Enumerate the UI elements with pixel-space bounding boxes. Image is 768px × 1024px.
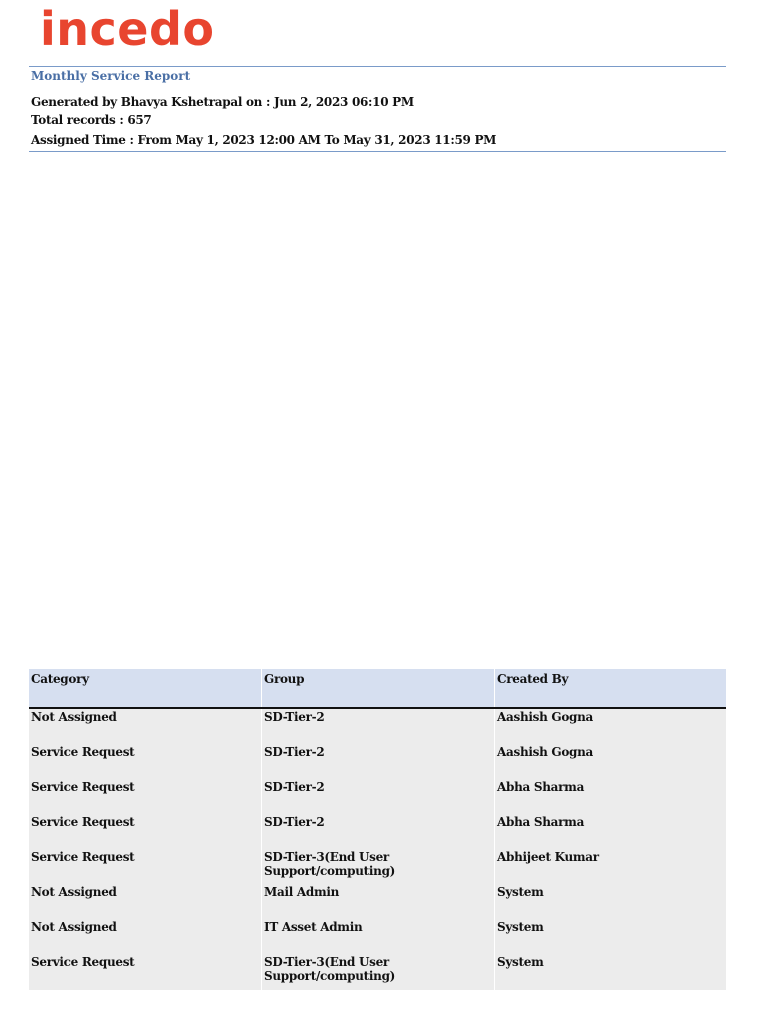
cell-group: SD-Tier-2 xyxy=(262,814,494,849)
cell-created-by: Aashish Gogna xyxy=(495,709,726,744)
cell-created-by: Abha Sharma xyxy=(495,779,726,814)
cell-group: IT Asset Admin xyxy=(262,919,494,954)
incedo-logo: incedo xyxy=(40,2,215,56)
cell-group: SD-Tier-2 xyxy=(262,779,494,814)
cell-category: Not Assigned xyxy=(29,884,261,919)
cell-created-by: Abha Sharma xyxy=(495,814,726,849)
report-title: Monthly Service Report xyxy=(31,69,191,83)
cell-category: Service Request xyxy=(29,954,261,990)
total-records-line: Total records : 657 xyxy=(31,113,152,127)
cell-group: SD-Tier-2 xyxy=(262,709,494,744)
cell-group: SD-Tier-3(End User Support/computing) xyxy=(262,849,494,884)
table-row xyxy=(29,849,726,884)
cell-category: Service Request xyxy=(29,779,261,814)
cell-created-by: System xyxy=(495,884,726,919)
cell-created-by: Abhijeet Kumar xyxy=(495,849,726,884)
column-header-group: Group xyxy=(262,669,494,707)
table-row xyxy=(29,709,726,744)
table-header-row xyxy=(29,669,726,709)
cell-category: Service Request xyxy=(29,744,261,779)
cell-category: Service Request xyxy=(29,814,261,849)
generated-by-line: Generated by Bhavya Kshetrapal on : Jun 2, 2023 06:10 PM xyxy=(31,95,414,109)
cell-group: SD-Tier-3(End User Support/computing) xyxy=(262,954,494,990)
header-divider-bottom xyxy=(29,151,726,152)
table-body xyxy=(29,709,726,990)
table-row xyxy=(29,954,726,990)
table-row xyxy=(29,779,726,814)
header-divider-top xyxy=(29,66,726,67)
cell-category: Not Assigned xyxy=(29,709,261,744)
cell-category: Not Assigned xyxy=(29,919,261,954)
cell-created-by: System xyxy=(495,954,726,990)
column-header-created-by: Created By xyxy=(495,669,726,707)
table-row xyxy=(29,814,726,849)
assigned-time-line: Assigned Time : From May 1, 2023 12:00 AM To May 31, 2023 11:59 PM xyxy=(31,133,497,147)
table-row xyxy=(29,744,726,779)
cell-created-by: System xyxy=(495,919,726,954)
cell-group: Mail Admin xyxy=(262,884,494,919)
service-report-table xyxy=(29,669,726,990)
table-row xyxy=(29,919,726,954)
cell-created-by: Aashish Gogna xyxy=(495,744,726,779)
cell-category: Service Request xyxy=(29,849,261,884)
table-row xyxy=(29,884,726,919)
cell-group: SD-Tier-2 xyxy=(262,744,494,779)
column-header-category: Category xyxy=(29,669,261,707)
